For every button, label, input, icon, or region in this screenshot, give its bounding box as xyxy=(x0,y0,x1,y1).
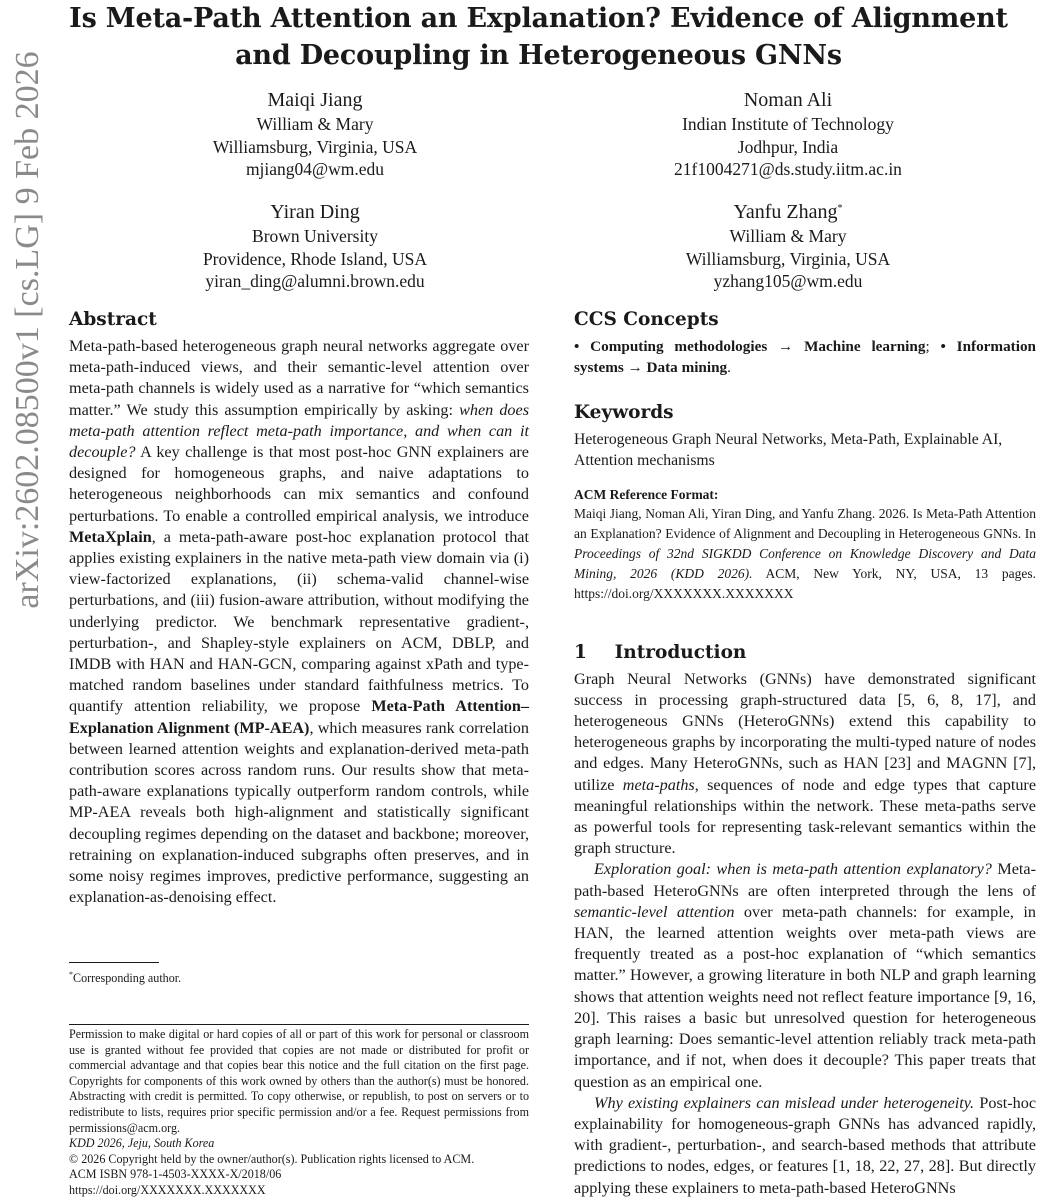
footnote-rule xyxy=(69,962,159,963)
corresponding-mark: * xyxy=(837,203,843,214)
doi-link[interactable]: https://doi.org/XXXXXXX.XXXXXXX xyxy=(69,1182,266,1197)
intro-p1-text-a: Graph Neural Networks (GNNs) have demonstrated significant success in processing graph-structured data [5, 6, 8, 17], and heterogeneous GNNs (HeteroGNNs) extend this capability to heterogeneous graphs by incorporating the multi-typed nature of nodes and edges. Many HeteroGNNs, such as HAN [23] and MAGNN [7], utilize xyxy=(574,669,1036,794)
author-block-4 xyxy=(623,200,953,293)
reference-text-2: ACM, New York, NY, USA, 13 pages. https://doi.org/XXXXXXX.XXXXXXX xyxy=(574,566,1036,602)
reference-proceedings: Proceedings of 32nd SIGKDD Conference on Knowledge Discovery and Data Mining, 2026 (KDD 2026). xyxy=(574,546,1036,582)
ccs-concepts xyxy=(574,336,1036,379)
ccs-concept-2: • Information systems → Data mining xyxy=(574,338,1036,377)
author-email[interactable]: yzhang105@wm.edu xyxy=(713,271,863,292)
intro-p2-lead: Exploration goal: when is meta-path attention explanatory? xyxy=(594,860,992,879)
author-email[interactable]: mjiang04@wm.edu xyxy=(245,159,385,180)
intro-p1-italic: meta-paths xyxy=(622,775,695,794)
intro-p2-italic: semantic-level attention xyxy=(574,902,735,921)
ccs-concept-1: • Computing methodologies → Machine learning xyxy=(574,338,926,355)
author-location: Williamsburg, Virginia, USA xyxy=(685,248,891,269)
keywords-heading: Keywords xyxy=(574,401,674,423)
ccs-end: . xyxy=(727,359,731,377)
author-affiliation: Brown University xyxy=(252,226,378,246)
author-email[interactable]: 21f1004271@ds.study.iitm.ac.in xyxy=(674,159,902,180)
author-location: Jodhpur, India xyxy=(737,136,839,157)
ccs-separator: ; xyxy=(925,338,941,355)
intro-p2-text-b: over meta-path channels: for example, in HAN, the learned attention weights over meta-path views are frequently treated as a post-hoc explanation of “which semantics matter.” However, a growing literature in both NLP and graph learning shows that attention weights need not reflect feature importance [9, 16, 20]. This raises a basic but unresolved question for heterogeneous graph learning: Does semantic-level attention reliably track meta-path importance, and if not, when does it decouple? This paper treats that question as an empirical one. xyxy=(574,902,1036,1091)
arxiv-stamp: arXiv:2602.08500v1 [cs.LG] 9 Feb 2026 xyxy=(9,51,46,609)
permission-text: Permission to make digital or hard copies of all or part of this work for personal or classroom use is granted without fee provided that copies are not made or distributed for profit or commercial advantage and that copies bear this notice and the full citation on the first page. Copyrights for components of this work owned by others than the author(s) must be honored. Abstracting with credit is permitted. To copy otherwise, or republish, to post on servers or to redistribute to lists, requires prior specific permission and/or a fee. Request permissions from permissions@acm.org. xyxy=(69,1027,529,1135)
author-name: Yiran Ding xyxy=(270,201,360,223)
author-location: Providence, Rhode Island, USA xyxy=(202,248,428,269)
title-line-1: Is Meta-Path Attention an Explanation? Evidence of Alignment xyxy=(69,3,1008,34)
copyright: © 2026 Copyright held by the owner/author(s). Publication rights licensed to ACM. xyxy=(69,1151,475,1166)
intro-p2-text-a: Meta-path-based HeteroGNNs are often interpreted through the lens of xyxy=(574,860,1036,900)
reference-format-heading: ACM Reference Format: xyxy=(574,486,719,502)
intro-p3-text-a: Post-hoc explainability for homogeneous-graph GNNs has advanced rapidly, with gradient-, perturbation-, and search-based methods that attribute predictions to nodes, edges, or features [1, 18, 22, 27, 28]. But directly applying these explainers to meta-path-based HeteroGNNs xyxy=(574,1093,1037,1197)
author-block-2 xyxy=(623,88,953,181)
author-block-3 xyxy=(150,200,480,293)
intro-paragraph-3 xyxy=(574,1093,1036,1199)
footnote-text: Corresponding author. xyxy=(73,971,182,986)
permission-rule xyxy=(69,1024,529,1025)
intro-p1-text-b: , sequences of node and edge types that capture meaningful relationships within the network. These meta-paths serve as powerful tools for representing task-relevant semantics within the graph structure. xyxy=(574,775,1037,858)
footnote xyxy=(69,967,529,987)
intro-paragraph-2 xyxy=(574,859,1036,1092)
abstract-section xyxy=(69,308,529,908)
footnote-mark: * xyxy=(69,970,73,979)
intro-p3-lead: Why existing explainers can mislead under heterogeneity. xyxy=(594,1093,975,1112)
abstract-text xyxy=(69,336,529,908)
abstract-text-2: A key challenge is that most post-hoc GNN explainers are designed for homogeneous graphs, and naive adaptations to heterogeneous neighborhoods can mix semantics and confound perturbations. To enable a controlled empirical analysis, we introduce xyxy=(69,443,529,525)
mp-aea-term: Meta-Path Attention–Explanation Alignment (MP-AEA) xyxy=(69,697,530,737)
paper-title xyxy=(40,0,1037,74)
title-line-2: and Decoupling in Heterogeneous GNNs xyxy=(235,40,842,71)
abstract-question: when does meta-path attention reflect meta-path importance, and when can it decouple? xyxy=(69,400,529,462)
right-column xyxy=(574,308,1036,1199)
author-affiliation: William & Mary xyxy=(729,226,847,246)
author-email[interactable]: yiran_ding@alumni.brown.edu xyxy=(205,271,425,292)
abstract-text-4: , which measures rank correlation between learned attention weights and explanation-derived meta-path contribution scores across random runs. Our results show that meta-path-aware explanations typically outperform random controls, while MP-AEA reveals both high-alignment and statistically significant decoupling regimes depending on the dataset and backbone; moreover, retraining on explanation-induced subgraphs often preserves, and in some noisy regimes improves, predictive performance, suggesting an explanation-as-denoising effect. xyxy=(69,718,529,907)
author-location: Williamsburg, Virginia, USA xyxy=(212,136,418,157)
author-affiliation: Indian Institute of Technology xyxy=(682,114,894,134)
introduction-heading: 1 Introduction xyxy=(574,641,747,663)
author-name: Noman Ali xyxy=(743,89,833,111)
author-name-row xyxy=(623,200,953,224)
author-affiliation: William & Mary xyxy=(256,114,374,134)
abstract-heading: Abstract xyxy=(69,309,157,330)
intro-paragraph-1 xyxy=(574,669,1036,860)
keywords-text: Heterogeneous Graph Neural Networks, Meta-Path, Explainable AI, Attention mechanisms xyxy=(574,430,1003,470)
author-name: Maiqi Jiang xyxy=(267,89,363,111)
reference-text-1: Maiqi Jiang, Noman Ali, Yiran Ding, and Yanfu Zhang. 2026. Is Meta-Path Attention an Explanation? Evidence of Alignment and Decoupling in Heterogeneous GNNs. In xyxy=(574,505,1036,541)
author-block-1 xyxy=(150,88,480,181)
abstract-text-1: Meta-path-based heterogeneous graph neural networks aggregate over meta-path-induced views, and their semantic-level attention over meta-path channels is widely used as a narrative for “which semantics matter.” We study this assumption empirically by asking: xyxy=(69,337,529,419)
author-name: Yanfu Zhang xyxy=(733,201,838,223)
metaxplain-term: MetaXplain xyxy=(69,527,152,546)
abstract-text-3: , a meta-path-aware post-hoc explanation protocol that applies existing explainers in the native meta-path view domain via (i) view-factorized explanations, (ii) schema-valid channel-wise perturbations, and (iii) fusion-aware attribution, without modifying the underlying predictor. We benchmark representative gradient-, perturbation-, and Shapley-style explainers on ACM, DBLP, and IMDB with HAN and HAN-GCN, comparing against xPath and type-matched random baselines under standard faithfulness metrics. To quantify attention reliability, we propose xyxy=(69,527,529,716)
ccs-heading: CCS Concepts xyxy=(574,309,719,330)
reference-format-text xyxy=(574,504,1036,605)
venue: KDD 2026, Jeju, South Korea xyxy=(69,1136,215,1151)
permission-block xyxy=(69,1027,529,1199)
isbn: ACM ISBN 978-1-4503-XXXX-X/2018/06 xyxy=(69,1167,282,1182)
